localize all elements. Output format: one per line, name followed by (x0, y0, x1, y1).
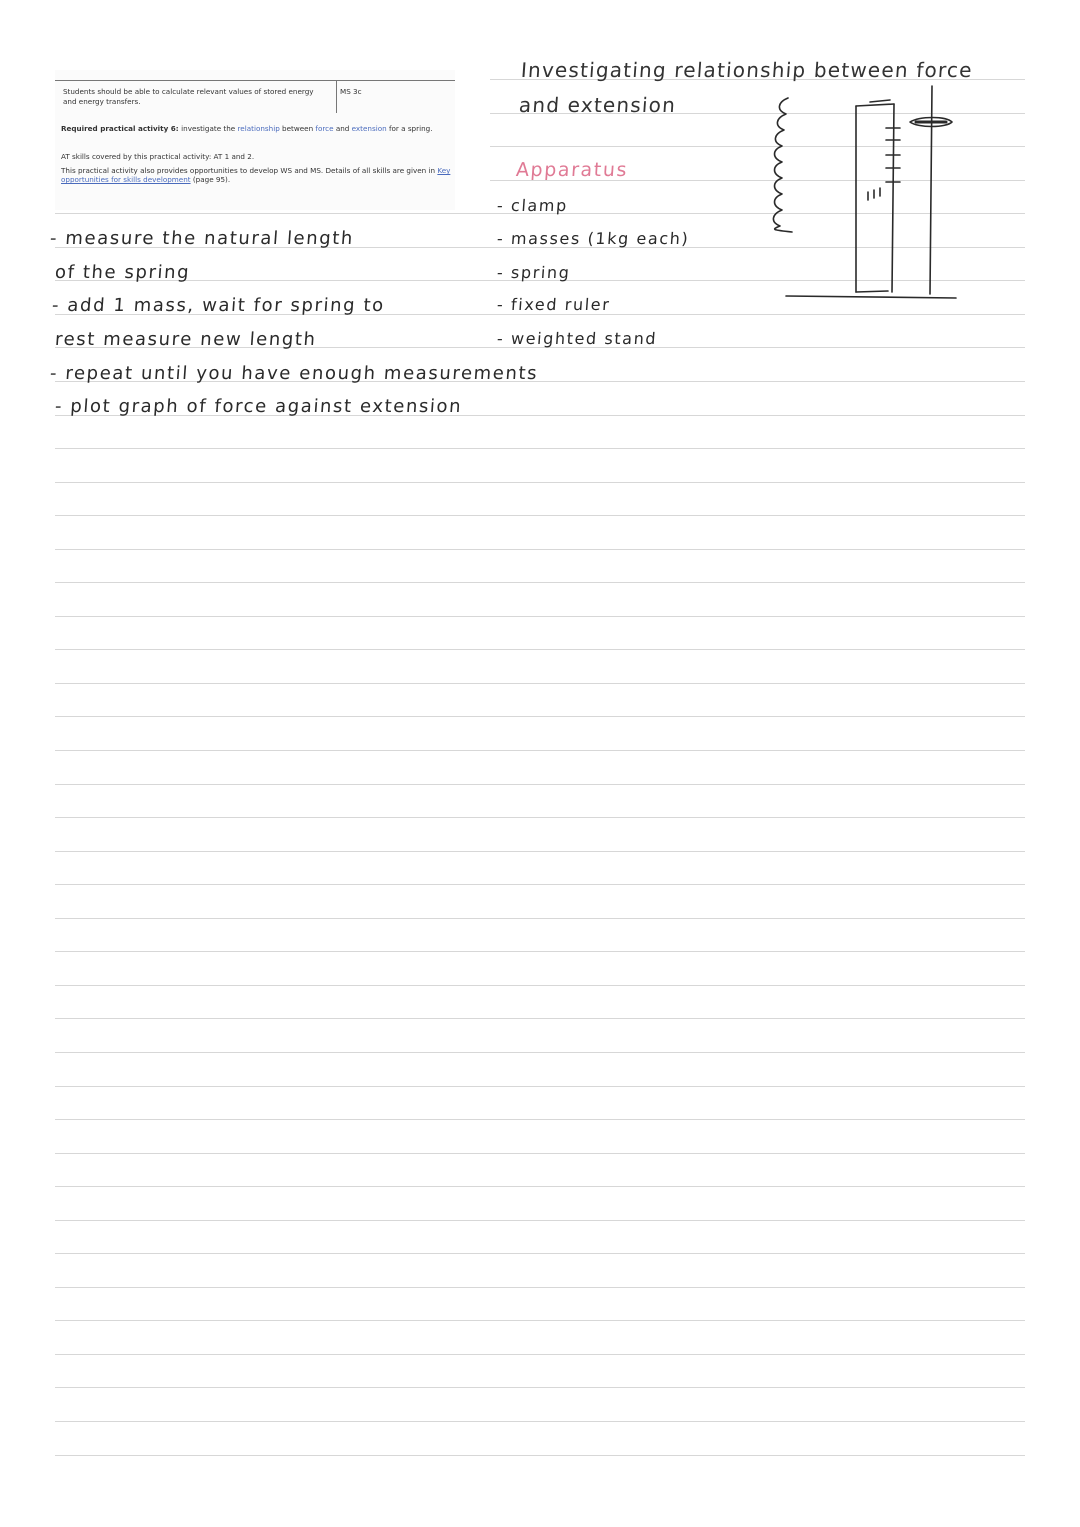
ruled-line (55, 1387, 1025, 1388)
ruled-line (55, 918, 1025, 919)
ruled-line (55, 1052, 1025, 1053)
rpa-keyword-relationship: relationship (237, 124, 280, 133)
ruled-line (55, 549, 1025, 550)
rpa-prefix: Required practical activity 6: (61, 124, 182, 133)
ruled-line (55, 784, 1025, 785)
ruled-line (55, 951, 1025, 952)
specification-excerpt (55, 70, 455, 210)
ruled-line (55, 482, 1025, 483)
ruled-line (55, 1421, 1025, 1422)
ruler-right-edge (892, 104, 894, 292)
ruled-line (55, 448, 1025, 449)
apparatus-item-clamp: - clamp (496, 196, 569, 215)
ruled-line (55, 1354, 1025, 1355)
rpa-keyword-extension: extension (351, 124, 387, 133)
ruled-line (55, 1253, 1025, 1254)
spec-table-row (55, 80, 455, 109)
rpa-text: for a spring. (386, 124, 433, 133)
apparatus-item-stand: - weighted stand (496, 329, 658, 348)
ruler-cap (870, 100, 890, 102)
rpa-keyword-force: force (315, 124, 334, 133)
apparatus-item-masses: - masses (1kg each) (496, 229, 691, 248)
ruled-line (55, 1119, 1025, 1120)
apparatus-item-spring: - spring (496, 263, 572, 282)
method-line-3: - add 1 mass, wait for spring to (51, 295, 386, 316)
rpa-text: investigate the (181, 124, 238, 133)
ruled-line (55, 817, 1025, 818)
spec-statement: Students should be able to calculate relevant values of stored energy and energy transfers. (63, 87, 314, 106)
ruled-line (55, 1320, 1025, 1321)
method-line-2: of the spring (54, 262, 191, 283)
method-line-6: - plot graph of force against extension (54, 396, 463, 417)
ruled-line (55, 985, 1025, 986)
required-practical-statement (61, 124, 451, 133)
ruled-line (55, 1086, 1025, 1087)
opportunities-body: This practical activity also provides opportunities to develop WS and MS. Details of all skills are given in (61, 166, 438, 175)
ruled-line (55, 616, 1025, 617)
ruled-line (55, 1153, 1025, 1154)
notes-title-line-2: and extension (518, 93, 677, 117)
ruled-line (55, 1287, 1025, 1288)
ruled-line (55, 1186, 1025, 1187)
ruled-line (55, 649, 1025, 650)
ruled-line (55, 1220, 1025, 1221)
ruled-line (55, 515, 1025, 516)
rpa-text: between (279, 124, 316, 133)
ruler-top (856, 104, 894, 106)
ruler-bottom (856, 291, 888, 292)
method-line-4: rest measure new length (54, 329, 318, 350)
apparatus-item-ruler: - fixed ruler (496, 295, 612, 314)
skills-development-link[interactable]: Key opportunities for skills development (61, 166, 451, 184)
ruled-line (55, 1018, 1025, 1019)
notes-title-line-1: Investigating relationship between force (520, 58, 974, 82)
method-line-5: - repeat until you have enough measurements (49, 363, 539, 384)
ruled-line (55, 884, 1025, 885)
rpa-text: and (333, 124, 352, 133)
opportunities-text (61, 166, 451, 184)
ruled-line (55, 851, 1025, 852)
ruled-line (55, 750, 1025, 751)
ruled-line (55, 716, 1025, 717)
ruled-line (55, 1455, 1025, 1456)
at-skills-text: AT skills covered by this practical activity: AT 1 and 2. (61, 152, 255, 161)
ruled-line (55, 683, 1025, 684)
opportunities-page-ref: (page 95). (190, 175, 231, 184)
spring-coil (773, 98, 792, 232)
spec-table-divider (336, 81, 337, 113)
spring-apparatus-diagram (760, 80, 980, 310)
ruled-line (55, 582, 1025, 583)
apparatus-heading: Apparatus (515, 159, 629, 181)
method-line-1: - measure the natural length (49, 228, 355, 249)
stand-base (786, 296, 956, 298)
spec-code: MS 3c (340, 87, 362, 96)
